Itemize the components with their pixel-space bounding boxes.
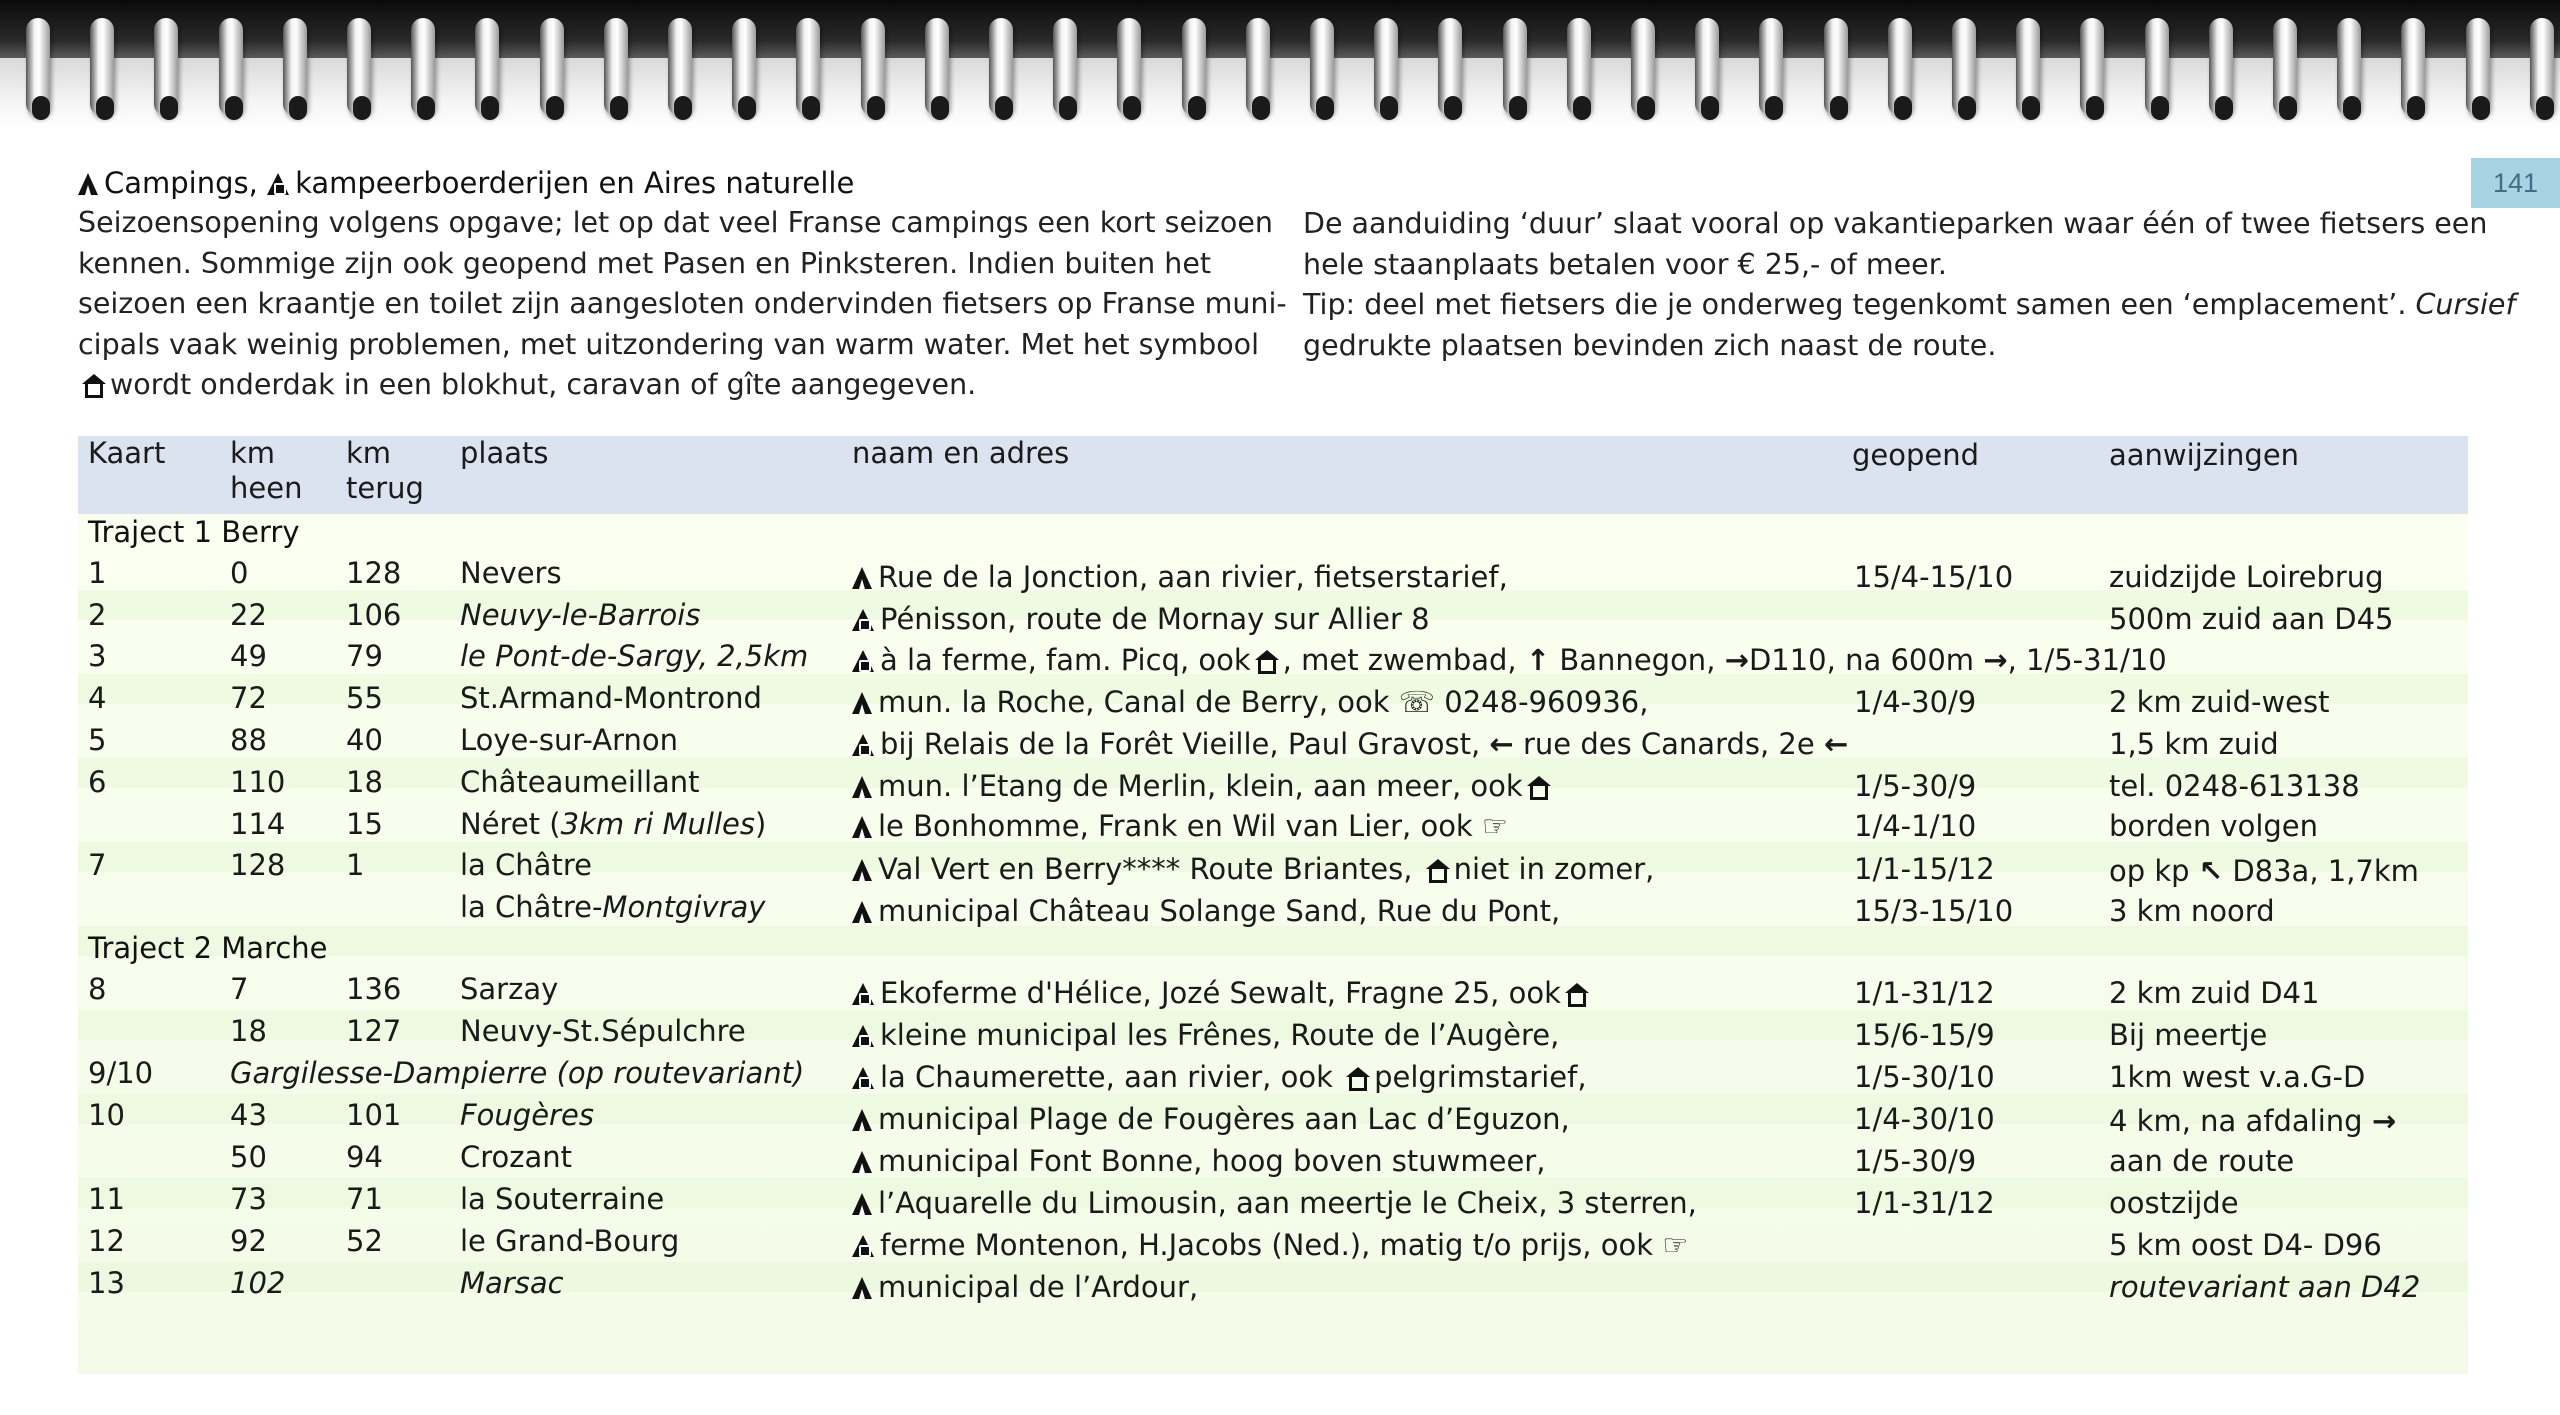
binding-ring <box>86 18 120 122</box>
binding-ring <box>1434 18 1468 122</box>
binding-ring <box>471 18 505 122</box>
header-km-terug: km terug <box>346 436 424 505</box>
tent-icon <box>852 1193 872 1215</box>
binding-bar <box>0 0 2560 58</box>
table-row: 7 128 1 la Châtre Val Vert en Berry**** Route Briantes, niet in zomer, 1/1-15/12 op kp ↖ D83a, 1,7km <box>88 848 2419 888</box>
binding-ring <box>1691 18 1725 122</box>
header-naam: naam en adres <box>852 436 1070 470</box>
intro-right <box>1303 204 2516 366</box>
section-title: Campings, kampeerboerderijen en Aires naturelle <box>78 163 1278 203</box>
hut-icon <box>1527 776 1551 798</box>
table-row: 10 43 101 Fougères municipal Plage de Fougères aan Lac d’Eguzon, 1/4-30/10 4 km, na afdaling → <box>88 1098 2397 1138</box>
hut-icon <box>82 374 106 396</box>
farm-tent-icon <box>852 1235 874 1257</box>
section-traject-2: Traject 2 Marche <box>88 931 328 965</box>
table-row: 5 88 40 Loye-sur-Arnon bij Relais de la Forêt Vieille, Paul Gravost, ← rue des Canards, 2e ← 1,5 km zuid <box>88 723 2279 761</box>
table-row: 114 15 Néret (3km ri Mulles) le Bonhomme, Frank en Wil van Lier, ook ☞ 1/4-1/10 borden volgen <box>230 807 2319 843</box>
binding-ring <box>2462 18 2496 122</box>
arrow-right-icon: → <box>1724 643 1749 677</box>
binding-ring <box>600 18 634 122</box>
farm-tent-icon <box>852 734 874 756</box>
tent-icon <box>852 1151 872 1173</box>
binding-ring <box>1820 18 1854 122</box>
farm-tent-icon <box>852 609 874 631</box>
binding-ring <box>407 18 441 122</box>
binding-ring <box>2141 18 2175 122</box>
binding-ring <box>664 18 698 122</box>
table-row: 11 73 71 la Souterraine l’Aquarelle du Limousin, aan meertje le Cheix, 3 sterren, 1/1-31/12 oostzijde <box>88 1182 2239 1220</box>
binding-ring <box>1884 18 1918 122</box>
intro-left <box>78 163 1287 406</box>
arrow-up-left-icon: ↖ <box>2198 854 2224 888</box>
farm-tent-icon <box>852 983 874 1005</box>
binding-shadow <box>0 58 2560 128</box>
tent-icon <box>852 901 872 923</box>
binding-ring <box>2526 18 2560 122</box>
table-row: 6 110 18 Châteaumeillant mun. l’Etang de Merlin, klein, aan meer, ook 1/5-30/9 tel. 0248-613138 <box>88 765 2360 803</box>
binding-ring <box>1049 18 1083 122</box>
binding-ring <box>792 18 826 122</box>
binding-ring <box>921 18 955 122</box>
binding-ring <box>536 18 570 122</box>
binding-ring <box>1306 18 1340 122</box>
hut-icon <box>1565 983 1589 1005</box>
binding-ring <box>1370 18 1404 122</box>
intro-paragraph-left: Seizoensopening volgens opgave; let op dat veel Franse campings een kort seizoen kennen. Sommige zijn ook geopend met Pasen en Pinksteren. Indien buiten het seizoen een kraantje en toilet zijn aangesloten ondervinden fietsers op Franse muni- cipals vaak weinig problemen, met uitzondering van warm water. Met het symbool wordt onderdak in een blokhut, caravan of gîte aangegeven. <box>78 206 1287 401</box>
table-row: 50 94 Crozant municipal Font Bonne, hoog boven stuwmeer, 1/5-30/9 aan de route <box>230 1140 2295 1178</box>
farm-tent-icon <box>267 173 289 195</box>
binding-ring <box>1499 18 1533 122</box>
page-number: 141 <box>2471 158 2560 208</box>
table-row: 13 102 Marsac municipal de l’Ardour, routevariant aan D42 <box>88 1266 2421 1304</box>
binding-ring <box>1755 18 1789 122</box>
binding-ring <box>1627 18 1661 122</box>
tent-icon <box>852 1277 872 1299</box>
arrow-up-icon: ↑ <box>1525 643 1551 677</box>
tent-icon <box>852 859 872 881</box>
tent-icon <box>852 776 872 798</box>
table-row: 9/10 Gargilesse-Dampierre (op routevariant) la Chaumerette, aan rivier, ook pelgrimstarief, 1/5-30/10 1km west v.a.G-D <box>88 1056 2366 1094</box>
tent-icon <box>852 816 872 838</box>
farm-tent-icon <box>852 1067 874 1089</box>
binding-ring <box>1178 18 1212 122</box>
campsite-table <box>78 436 2468 1374</box>
table-row: la Châtre-Montgivray municipal Château Solange Sand, Rue du Pont, 15/3-15/10 3 km noord <box>460 890 2275 928</box>
binding-ring <box>728 18 762 122</box>
arrow-right-icon: → <box>2371 1104 2397 1138</box>
table-header <box>78 436 2468 514</box>
hut-icon <box>1346 1067 1370 1089</box>
tent-icon <box>852 692 872 714</box>
arrow-left-icon: ← <box>1489 727 1514 761</box>
binding-ring <box>343 18 377 122</box>
farm-tent-icon <box>852 1025 874 1047</box>
binding-ring <box>2397 18 2431 122</box>
table-row: 3 49 79 le Pont-de-Sargy, 2,5km à la ferme, fam. Picq, ook , met zwembad, ↑ Bannegon, →D110, na 600m →, 1/5-31/10 <box>88 639 2167 677</box>
tent-icon <box>78 173 98 195</box>
binding-ring <box>985 18 1019 122</box>
binding-ring <box>215 18 249 122</box>
phone-icon: ☏ <box>1398 685 1436 719</box>
binding-ring <box>1242 18 1276 122</box>
table-row: 4 72 55 St.Armand-Montrond mun. la Roche, Canal de Berry, ook ☏ 0248-960936, 1/4-30/9 2 km zuid-west <box>88 681 2330 719</box>
hut-icon <box>1426 859 1450 881</box>
table-body <box>78 514 2468 1374</box>
table-row: 12 92 52 le Grand-Bourg ferme Montenon, H.Jacobs (Ned.), matig t/o prijs, ook ☞ 5 km oost D4- D96 <box>88 1224 2382 1262</box>
binding-ring <box>1563 18 1597 122</box>
binding-ring <box>2205 18 2239 122</box>
binding-ring <box>1948 18 1982 122</box>
tent-icon <box>852 567 872 589</box>
table-row: 18 127 Neuvy-St.Sépulchre kleine municipal les Frênes, Route de l’Augère, 15/6-15/9 Bij meertje <box>230 1014 2268 1052</box>
table-row: 1 0 128 Nevers Rue de la Jonction, aan rivier, fietserstarief, 15/4-15/10 zuidzijde Loirebrug <box>88 556 2384 594</box>
binding-ring <box>150 18 184 122</box>
binding-ring <box>1113 18 1147 122</box>
binding-ring <box>2076 18 2110 122</box>
table-row: 2 22 106 Neuvy-le-Barrois Pénisson, route de Mornay sur Allier 8 500m zuid aan D45 <box>88 598 2394 636</box>
farm-tent-icon <box>852 650 874 672</box>
binding-ring <box>2012 18 2046 122</box>
binding-ring <box>2269 18 2303 122</box>
arrow-right-icon: → <box>1983 643 2008 677</box>
section-traject-1: Traject 1 Berry <box>88 515 300 549</box>
table-row: 8 7 136 Sarzay Ekoferme d'Hélice, Jozé Sewalt, Fragne 25, ook 1/1-31/12 2 km zuid D41 <box>88 972 2320 1010</box>
header-kaart: Kaart <box>88 436 166 470</box>
arrow-left-icon: ← <box>1823 727 1849 761</box>
header-aanwijzingen: aanwijzingen <box>2109 438 2300 472</box>
pointing-hand-icon: ☞ <box>1481 809 1508 843</box>
tent-icon <box>852 1109 872 1131</box>
header-geopend: geopend <box>1852 438 1980 472</box>
spiral-binding <box>0 0 2560 135</box>
binding-ring <box>279 18 313 122</box>
hut-icon <box>1255 650 1279 672</box>
binding-ring <box>857 18 891 122</box>
binding-ring <box>22 18 56 122</box>
header-km-heen: km heen <box>230 436 303 505</box>
pointing-hand-icon: ☞ <box>1662 1228 1689 1262</box>
header-plaats: plaats <box>460 436 549 470</box>
intro-paragraph-right: De aanduiding ‘duur’ slaat vooral op vakantieparken waar één of twee fietsers een hele staanplaats betalen voor € 25,- of meer. Tip: deel met fietsers die je onderweg tegenkomt samen een ‘emplacement’. Cursief gedrukte plaatsen bevinden zich naast de route. <box>1303 207 2516 362</box>
binding-ring <box>2333 18 2367 122</box>
